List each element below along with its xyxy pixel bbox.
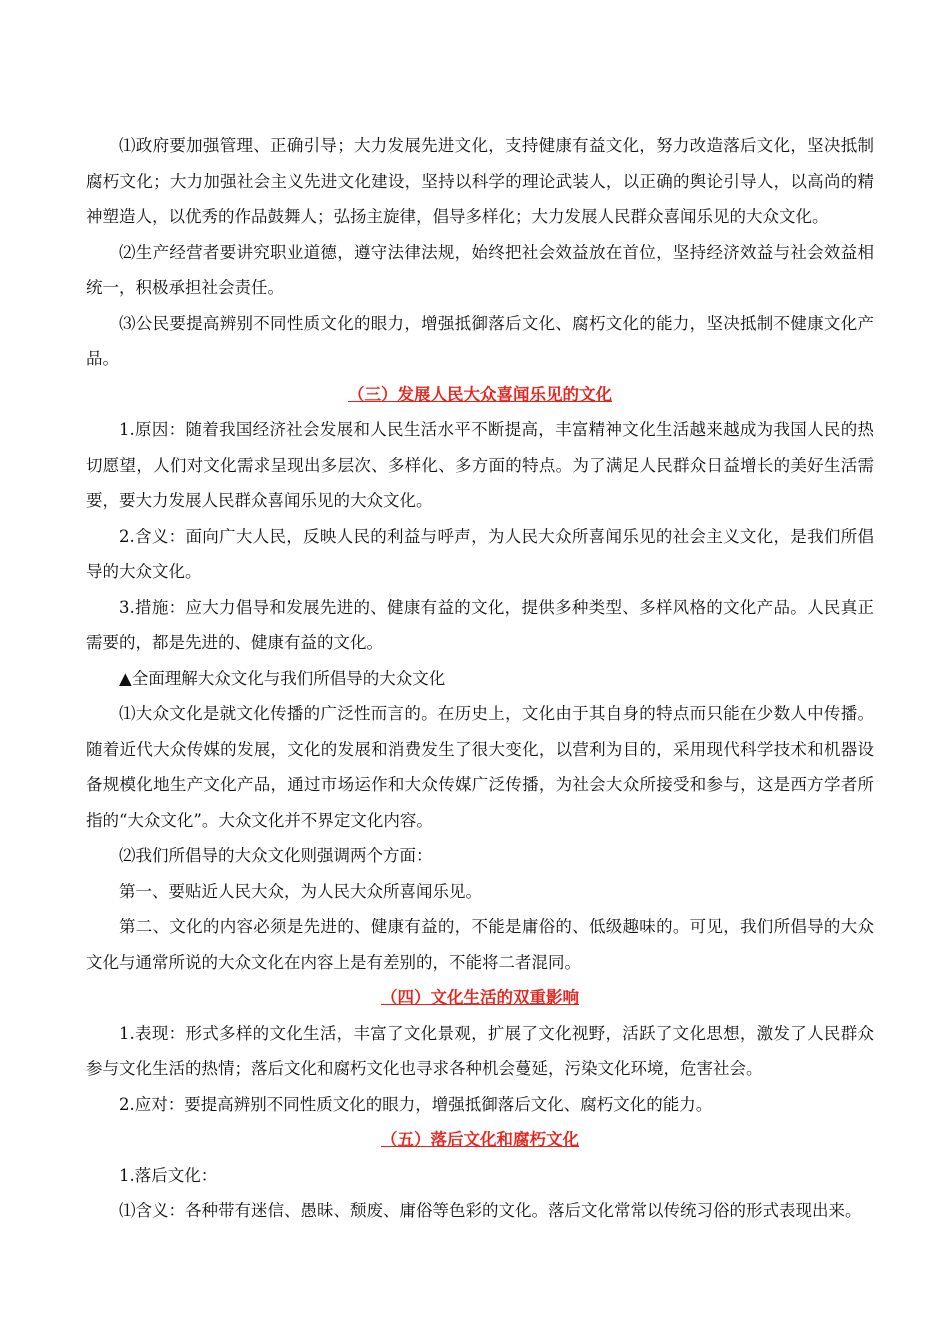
paragraph-producers: ⑵生产经营者要讲究职业道德，遵守法律法规，始终把社会效益放在首位，坚持经济效益与社会效益相统一，积极承担社会责任。 (86, 242, 874, 297)
paragraph-measures: 3.措施：应大力倡导和发展先进的、健康有益的文化，提供多种类型、多样风格的文化产品。人民真正需要的，都是先进的、健康有益的文化。 (86, 597, 874, 652)
paragraph-triangle-note: ▲全面理解大众文化与我们所倡导的大众文化 (119, 668, 446, 688)
paragraph-backward-definition: ⑴含义：各种带有迷信、愚昧、颓废、庸俗等色彩的文化。落后文化常常以传统习俗的形式表现出来。 (119, 1201, 862, 1220)
section-heading-4: （四）文化生活的双重影响 (381, 988, 579, 1007)
paragraph-manifestation: 1.表现：形式多样的文化生活，丰富了文化景观，扩展了文化视野，活跃了文化思想，激发了人民群众参与文化生活的热情；落后文化和腐朽文化也寻求各种机会蔓延，污染文化环境，危害社会。 (86, 1023, 874, 1078)
paragraph-mass-culture: ⑴大众文化是就文化传播的广泛性而言的。在历史上，文化由于其自身的特点而只能在少数人中传播。随着近代大众传媒的发展，文化的发展和消费发生了很大变化，以营利为目的，采用现代科学技术和机器设备规模化地生产文化产品，通过市场运作和大众传媒广泛传播，为社会大众所接受和参与，这是西方学者所指的“大众文化”。大众文化并不界定文化内容。 (86, 704, 874, 830)
paragraph-meaning: 2.含义：面向广大人民，反映人民的利益与呼声，为人民大众所喜闻乐见的社会主义文化，是我们所倡导的大众文化。 (86, 526, 874, 581)
paragraph-second: 第二、文化的内容必须是先进的、健康有益的，不能是庸俗的、低级趣味的。可见，我们所倡导的大众文化与通常所说的大众文化在内容上是有差别的，不能将二者混同。 (86, 917, 874, 972)
paragraph-first: 第一、要贴近人民大众，为人民大众所喜闻乐见。 (119, 881, 482, 901)
section-heading-5: （五）落后文化和腐朽文化 (381, 1130, 579, 1149)
paragraph-reason: 1.原因：随着我国经济社会发展和人民生活水平不断提高，丰富精神文化生活越来越成为我国人民的热切愿望，人们对文化需求呈现出多层次、多样化、多方面的特点。为了满足人民群众日益增长的美好生活需要，要大力发展人民群众喜闻乐见的大众文化。 (86, 420, 874, 510)
document-page (86, 128, 874, 1229)
paragraph-response: 2.应对：要提高辨别不同性质文化的眼力，增强抵御落后文化、腐朽文化的能力。 (119, 1094, 713, 1114)
section-heading-3: （三）发展人民大众喜闻乐见的文化 (348, 384, 612, 404)
paragraph-government: ⑴政府要加强管理、正确引导；大力发展先进文化，支持健康有益文化，努力改造落后文化，坚决抵制腐朽文化；大力加强社会主义先进文化建设，坚持以科学的理论武装人，以正确的舆论引导人，以高尚的精神塑造人，以优秀的作品鼓舞人；弘扬主旋律，倡导多样化；大力发展人民群众喜闻乐见的大众文化。 (86, 136, 874, 226)
paragraph-citizens: ⑶公民要提高辨别不同性质文化的眼力，增强抵御落后文化、腐朽文化的能力，坚决抵制不健康文化产品。 (86, 313, 874, 368)
paragraph-advocated: ⑵我们所倡导的大众文化则强调两个方面： (119, 846, 433, 865)
paragraph-backward-culture: 1.落后文化： (119, 1165, 218, 1185)
